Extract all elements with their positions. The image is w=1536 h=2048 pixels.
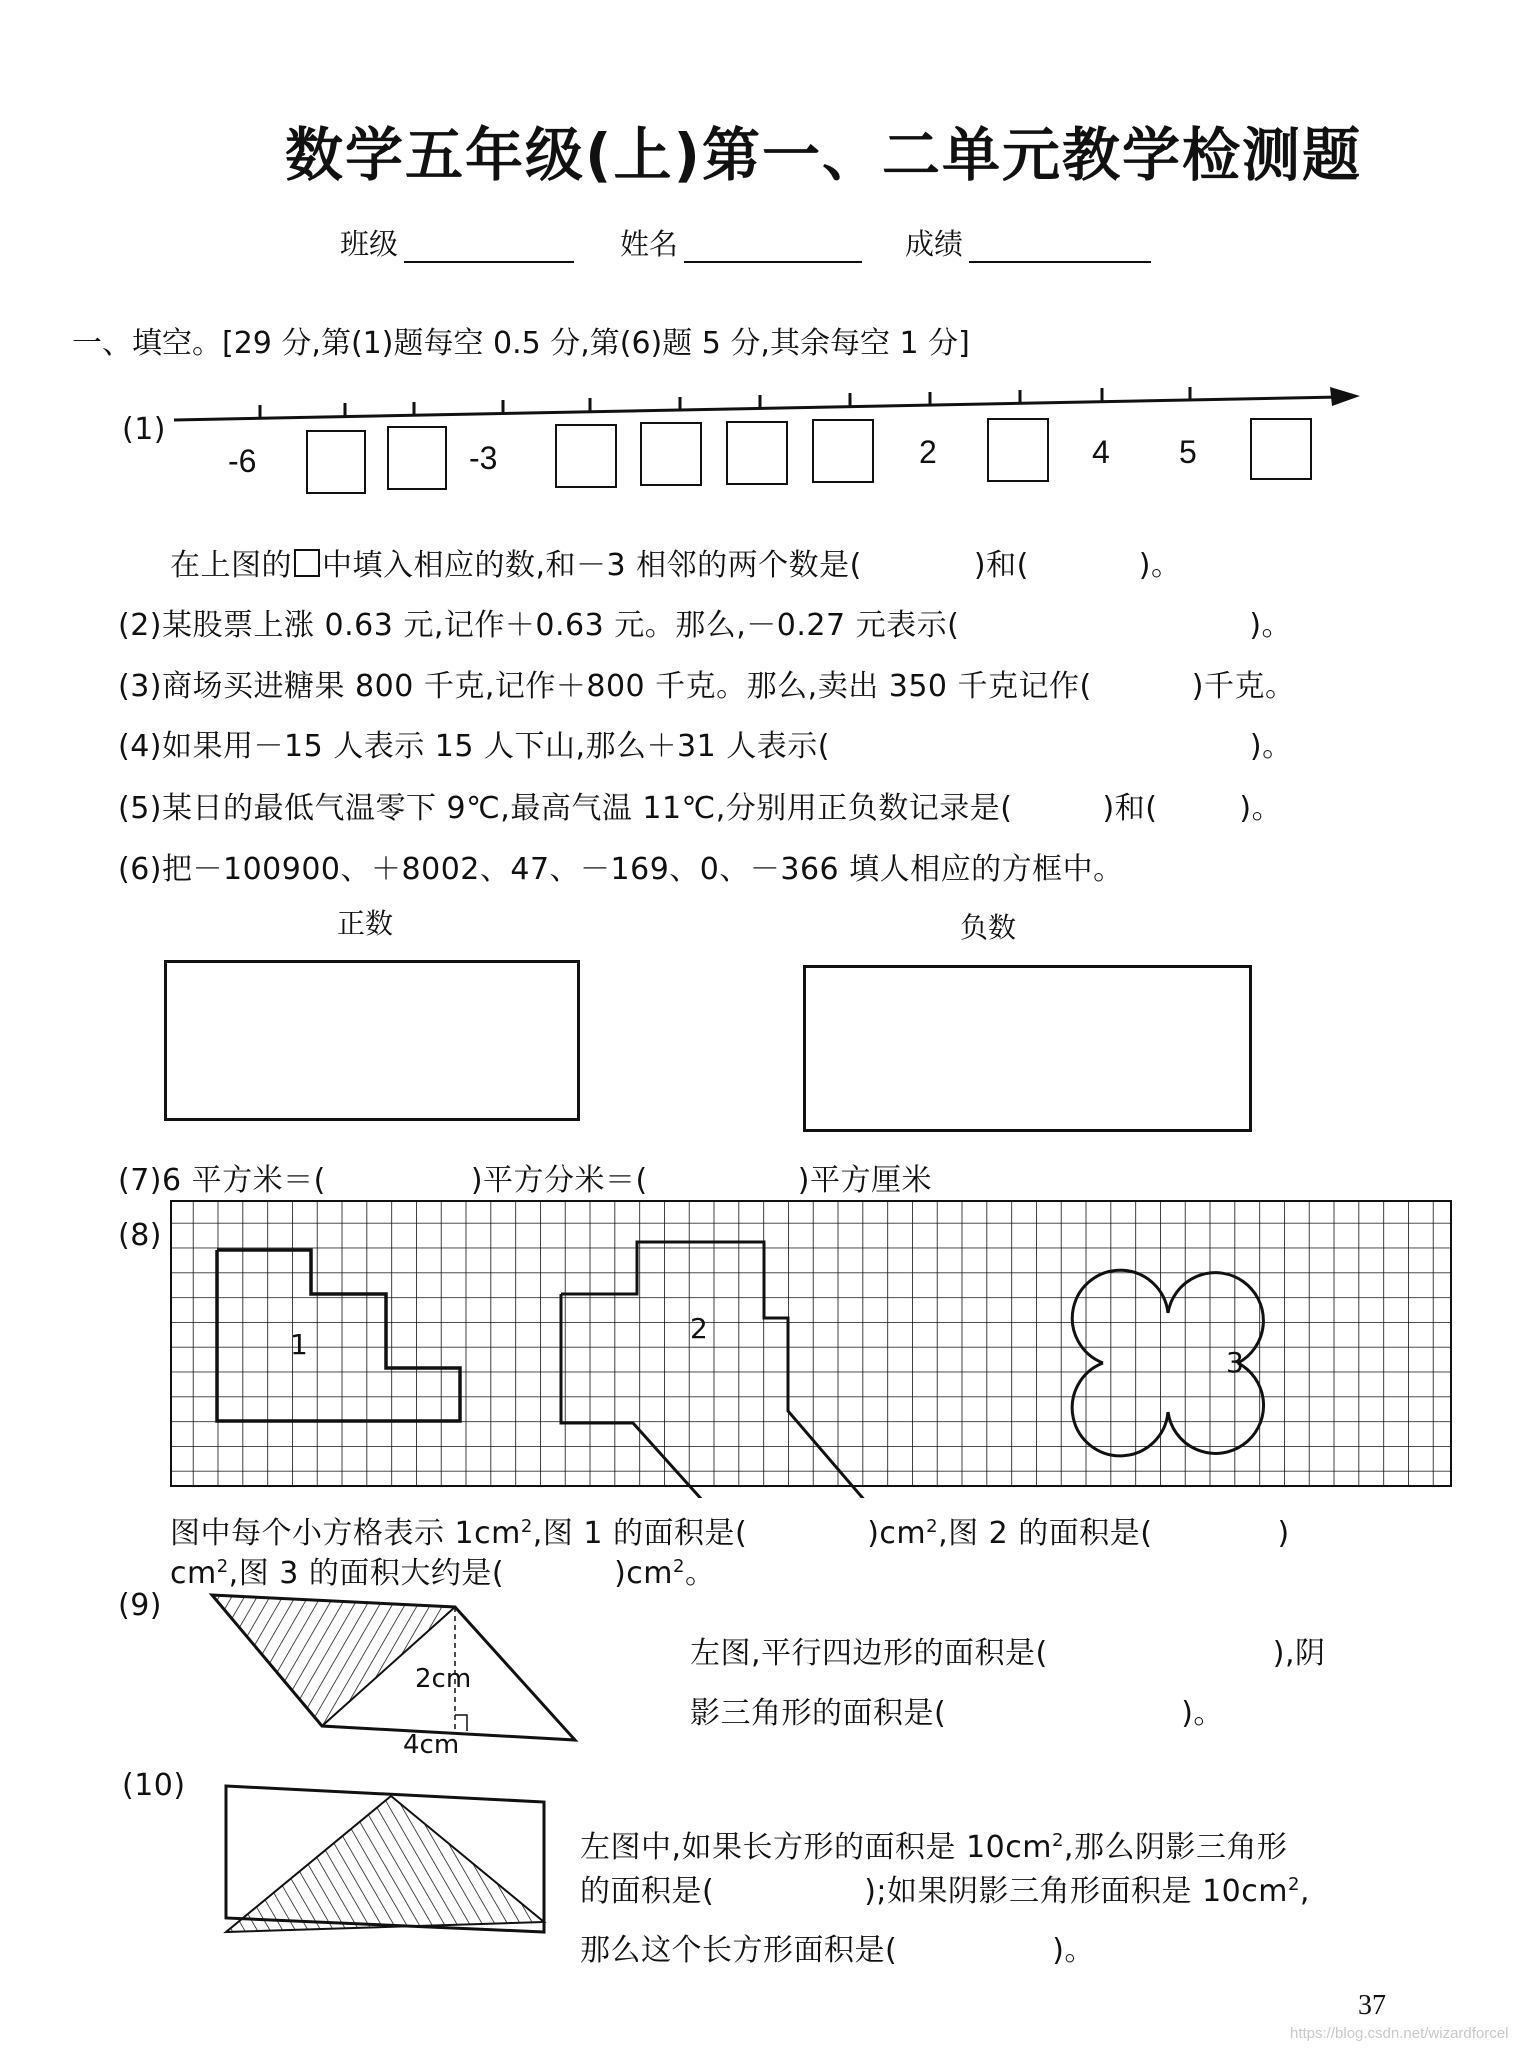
nl-answer-box[interactable] — [640, 422, 702, 486]
q8-text-line1 — [170, 1508, 1290, 1552]
score-blank[interactable] — [969, 261, 1151, 263]
nl-answer-box[interactable] — [387, 426, 447, 490]
q7-text — [118, 1155, 932, 1199]
q10-text-line2 — [580, 1866, 1310, 1910]
figure-3-label: 3 — [1226, 1346, 1244, 1379]
base-label: 4cm — [403, 1730, 460, 1760]
q10-text-d: );如果阴影三角形面积是 10cm — [864, 1874, 1288, 1909]
q1-text — [170, 540, 1182, 584]
superscript: 2 — [216, 1556, 229, 1577]
q10-text-b: ,那么阴影三角形 — [1063, 1830, 1288, 1865]
q4-text-a: (4)如果用－15 人表示 15 人下山,那么＋31 人表示( — [118, 729, 830, 764]
nl-label-5: 5 — [1179, 434, 1197, 470]
parallelogram-figure — [200, 1585, 590, 1745]
superscript: 2 — [1051, 1830, 1064, 1851]
name-field — [620, 222, 862, 263]
q4-text — [118, 721, 1293, 765]
q10-text-e: , — [1299, 1874, 1310, 1909]
section-heading: 一、填空。[29 分,第(1)题每空 0.5 分,第(6)题 5 分,其余每空 1 分] — [72, 326, 970, 361]
nl-label-4: 4 — [1092, 434, 1110, 470]
class-blank[interactable] — [404, 261, 574, 263]
small-box-icon — [294, 549, 320, 577]
q8-text-b: ,图 1 的面积是( — [532, 1516, 748, 1551]
q9-text-line2 — [690, 1688, 1224, 1732]
nl-answer-box[interactable] — [987, 418, 1049, 482]
page-title: 数学五年级(上)第一、二单元教学检测题 — [285, 121, 1363, 189]
q8-text-f: cm — [170, 1556, 217, 1591]
nl-label-minus6: -6 — [228, 443, 257, 479]
q2-text-a: (2)某股票上涨 0.63 元,记作＋0.63 元。那么,－0.27 元表示( — [118, 608, 960, 643]
q8-text-c: )cm — [867, 1516, 927, 1551]
q1-text-c: )和( — [973, 548, 1029, 583]
superscript: 2 — [926, 1516, 939, 1537]
q10-text-line1 — [580, 1822, 1287, 1866]
positive-numbers-box[interactable] — [164, 960, 580, 1121]
nl-answer-box[interactable] — [726, 421, 788, 485]
q7-text-b: )平方分米＝( — [470, 1163, 648, 1198]
q8-text-g: ,图 3 的面积大约是( — [228, 1556, 505, 1591]
q3-text-a: (3)商场买进糖果 800 千克,记作＋800 千克。那么,卖出 350 千克记作( — [118, 669, 1092, 704]
height-label: 2cm — [415, 1664, 472, 1694]
watermark: https://blog.csdn.net/wizardforcel — [1290, 2025, 1509, 2042]
q8-text-a: 图中每个小方格表示 1cm — [170, 1516, 521, 1551]
page-number: 37 — [1358, 1990, 1386, 2021]
q9-text-b: ),阴 — [1272, 1636, 1326, 1671]
q10-text-g: )。 — [1052, 1933, 1095, 1968]
q1-text-a: 在上图的 — [170, 548, 292, 583]
q8-text-e: ) — [1277, 1516, 1290, 1551]
positive-label: 正数 — [337, 907, 394, 940]
negative-numbers-box[interactable] — [803, 965, 1252, 1132]
q8-number: (8) — [118, 1218, 162, 1253]
q10-text-f: 那么这个长方形面积是( — [580, 1933, 898, 1968]
q10-text-line3 — [580, 1925, 1095, 1969]
nl-label-minus3: -3 — [469, 440, 498, 476]
score-label: 成绩 — [905, 227, 964, 261]
nl-answer-box[interactable] — [812, 419, 874, 483]
q9-text-line1 — [690, 1628, 1326, 1672]
q2-text — [118, 600, 1292, 644]
q5-text-b: )和( — [1102, 791, 1158, 826]
q1-number: (1) — [122, 412, 166, 447]
q7-text-c: )平方厘米 — [797, 1163, 932, 1198]
q10-text-a: 左图中,如果长方形的面积是 10cm — [580, 1830, 1052, 1865]
figure-1-label: 1 — [290, 1328, 308, 1361]
nl-answer-box[interactable] — [306, 430, 366, 494]
q8-text-h: )cm — [614, 1556, 673, 1591]
q4-text-b: )。 — [1249, 729, 1293, 764]
q3-text — [118, 661, 1295, 705]
q9-text-d: )。 — [1181, 1696, 1224, 1731]
q5-text-c: )。 — [1239, 791, 1283, 826]
superscript: 2 — [520, 1516, 533, 1537]
class-field — [340, 222, 574, 263]
q1-text-b: 中填入相应的数,和－3 相邻的两个数是( — [322, 548, 862, 583]
q1-text-d: )。 — [1138, 548, 1182, 583]
grid-figure — [168, 1198, 1458, 1498]
q6-text: (6)把－100900、＋8002、47、－169、0、－366 填人相应的方框中。 — [118, 852, 1124, 887]
nl-label-2: 2 — [919, 434, 937, 470]
q10-text-c: 的面积是( — [580, 1874, 715, 1909]
q9-text-a: 左图,平行四边形的面积是( — [690, 1636, 1048, 1671]
figure-2-label: 2 — [690, 1312, 708, 1345]
score-field — [905, 222, 1151, 263]
q9-text-c: 影三角形的面积是( — [690, 1696, 947, 1731]
q9-number: (9) — [118, 1588, 162, 1623]
nl-answer-box[interactable] — [1250, 418, 1312, 480]
negative-label: 负数 — [960, 911, 1017, 944]
q10-number: (10) — [122, 1768, 186, 1803]
superscript: 2 — [1287, 1874, 1300, 1895]
class-label: 班级 — [340, 227, 399, 261]
q5-text-a: (5)某日的最低气温零下 9℃,最高气温 11℃,分别用正负数记录是( — [118, 791, 1013, 826]
rectangle-figure — [222, 1782, 552, 1942]
nl-answer-box[interactable] — [555, 424, 617, 488]
superscript: 2 — [673, 1556, 685, 1577]
q3-text-b: )千克。 — [1191, 669, 1296, 704]
name-blank[interactable] — [684, 261, 862, 263]
q5-text — [118, 783, 1282, 827]
q8-text-d: ,图 2 的面积是( — [938, 1516, 1153, 1551]
q8-text-i: 。 — [684, 1556, 716, 1591]
q2-text-b: )。 — [1249, 608, 1293, 643]
name-label: 姓名 — [620, 227, 679, 261]
q7-text-a: (7)6 平方米＝( — [118, 1163, 326, 1198]
